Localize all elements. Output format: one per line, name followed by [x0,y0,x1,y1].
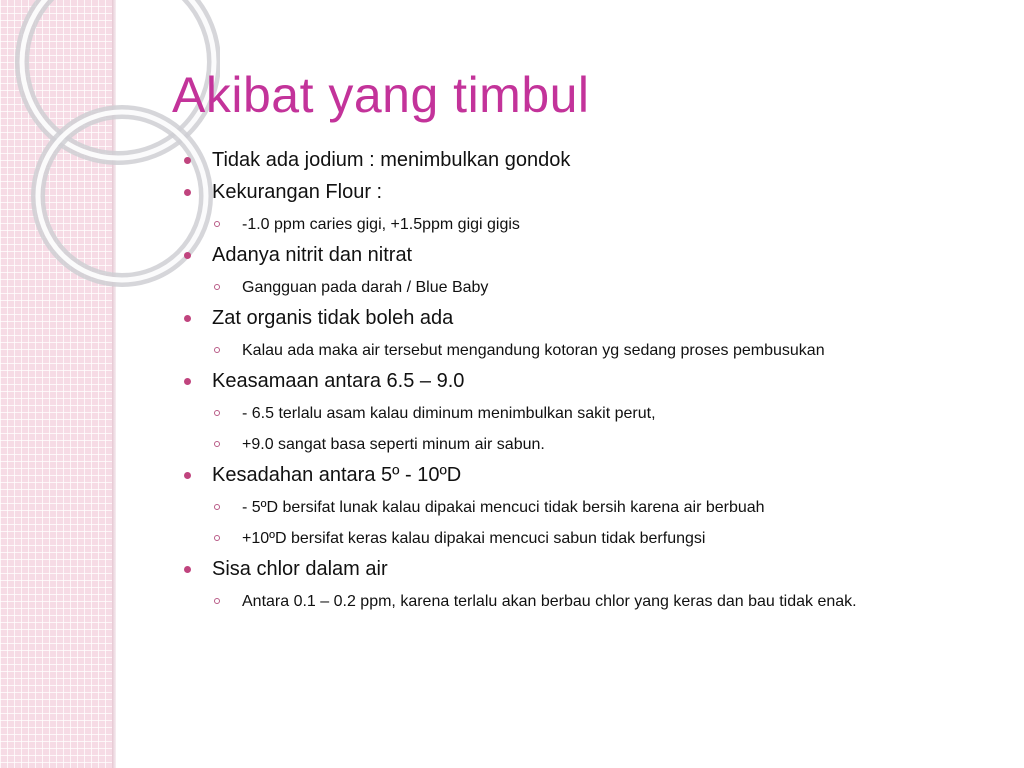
bullet-dot-icon [184,472,191,479]
sub-bullet-item [184,592,1004,612]
bullet-ring-icon [214,535,220,541]
bullet-text: - 6.5 terlalu asam kalau diminum menimbulkan sakit perut, [242,405,656,422]
bullet-ring-icon [214,347,220,353]
bullet-dot-icon [184,252,191,259]
bullet-text: Gangguan pada darah / Blue Baby [242,279,489,296]
bullet-text: Kesadahan antara 5º - 10ºD [212,464,462,486]
bullet-text: Tidak ada jodium : menimbulkan gondok [212,149,571,171]
bullet-ring-icon [214,504,220,510]
bullet-item [184,148,1004,172]
bullet-ring-icon [214,598,220,604]
slide-title: Akibat yang timbul [172,67,590,123]
sub-bullet-item [184,215,1004,235]
bullet-text: Kalau ada maka air tersebut mengandung kotoran yg sedang proses pembusukan [242,342,825,359]
bullet-text: Kekurangan Flour : [212,181,383,203]
bullet-item [184,463,1004,487]
bullet-text: -1.0 ppm caries gigi, +1.5ppm gigi gigis [242,216,520,233]
bullet-item [184,180,1004,204]
bullet-text: - 5ºD bersifat lunak kalau dipakai mencuci tidak bersih karena air berbuah [242,499,765,516]
sub-bullet-item [184,529,1004,549]
bullet-dot-icon [184,157,191,164]
bullet-item [184,243,1004,267]
bullet-text: +10ºD bersifat keras kalau dipakai mencuci sabun tidak berfungsi [242,530,706,547]
sub-bullet-item [184,278,1004,298]
bullet-dot-icon [184,566,191,573]
bullet-item [184,557,1004,581]
bullet-ring-icon [214,441,220,447]
sub-bullet-item [184,498,1004,518]
bullet-list [184,148,1004,612]
bullet-dot-icon [184,378,191,385]
bullet-ring-icon [214,284,220,290]
bullet-text: Adanya nitrit dan nitrat [212,244,413,266]
bullet-text: Antara 0.1 – 0.2 ppm, karena terlalu akan berbau chlor yang keras dan bau tidak enak. [242,593,857,610]
bullet-text: Keasamaan antara 6.5 – 9.0 [212,370,465,392]
bullet-text: Sisa chlor dalam air [212,558,388,580]
bullet-dot-icon [184,315,191,322]
sub-bullet-item [184,435,1004,455]
bullet-ring-icon [214,221,220,227]
bullet-text: +9.0 sangat basa seperti minum air sabun. [242,436,545,453]
bullet-dot-icon [184,189,191,196]
bullet-text: Zat organis tidak boleh ada [212,307,454,329]
bullet-ring-icon [214,410,220,416]
bullet-item [184,369,1004,393]
sub-bullet-item [184,404,1004,424]
bullet-item [184,306,1004,330]
sub-bullet-item [184,341,1004,361]
